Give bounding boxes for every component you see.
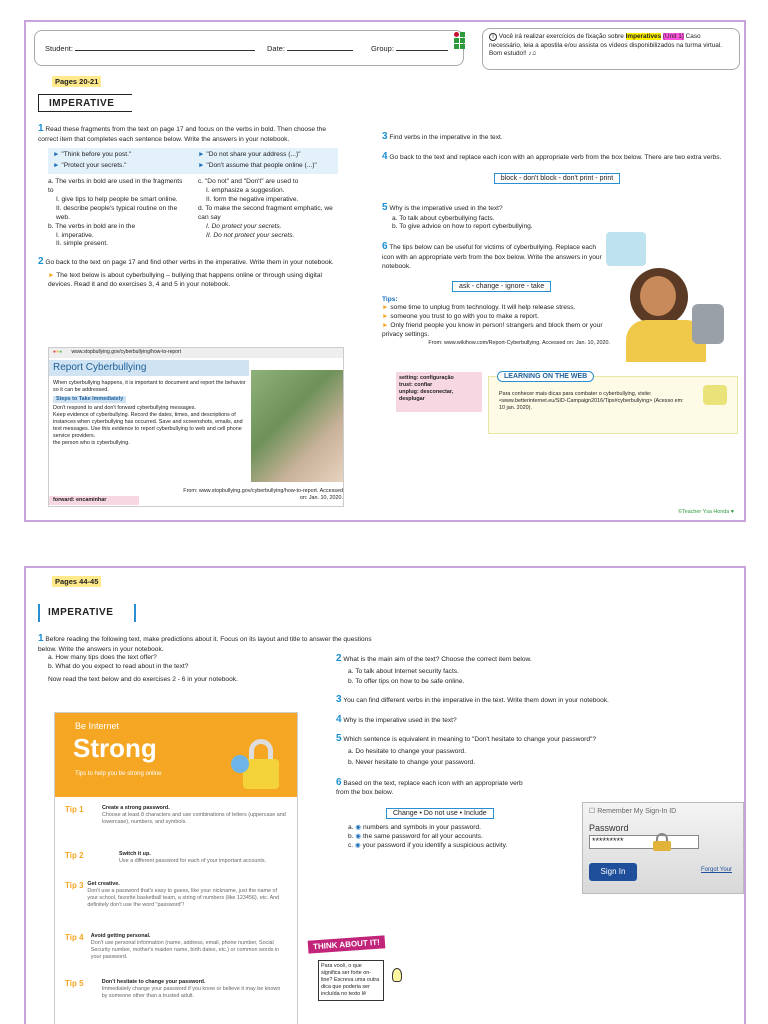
instructions-notice (482, 28, 740, 70)
s2-q2-a: a. To talk about Internet security facts. (348, 667, 459, 675)
s2-q4-number: 4 (336, 713, 342, 725)
notice-text: Você irá realizar exercícios de fixação sobre (498, 33, 624, 40)
learning-on-the-web-box (488, 373, 738, 434)
article-steps-label: Steps to Take Immediately (53, 396, 126, 403)
glossary-box (396, 372, 482, 412)
q1-b-i: I. imperative. (56, 231, 94, 239)
s2-q1-a: a. How many tips does the text offer? (48, 654, 157, 662)
article-title: Report Cyberbullying (49, 360, 249, 376)
poster-tip-5: Tip 5 Don't hesitate to change your password. Immediately change your password if you know or believe it may be known by someone other than a trusted adult. (65, 979, 281, 1000)
poster-subtitle: Tips to help you be strong online (75, 771, 162, 777)
s2-q5-text: Which sentence is equivalent in meaning to "Don't hesitate to change your password"? (343, 736, 597, 744)
poster-tips (55, 797, 297, 1024)
s2-q1-number: 1 (38, 633, 44, 644)
s2-q6-word-box: Change • Do not use • Include (386, 808, 494, 819)
s2-q6-number: 6 (336, 776, 342, 788)
article-step-3: the person who is cyberbullying. (53, 440, 130, 447)
q1-c-i: I. emphasize a suggestion. (206, 187, 285, 195)
tips-source: From: www.wikihow.com/Report-Cyberbullying. Accessed on: Jan. 10, 2020. (428, 340, 610, 347)
q1-text: Read these fragments from the text on page 17 and focus on the verbs in bold. Then choose the correct item that completes each sentence below. Write the answers in your notebook. (38, 126, 327, 143)
q3-number: 3 (382, 131, 388, 142)
computer-icon (703, 385, 727, 405)
imperative-tag (38, 94, 132, 112)
q2-number: 2 (38, 256, 44, 268)
quote-3: ► "Protect your secrets." (53, 162, 127, 170)
lightbulb-icon (392, 968, 402, 982)
s2-q5-number: 5 (336, 733, 342, 745)
q1-c-ii: II. form the negative imperative. (206, 195, 299, 203)
q1-a-i: I. give tips to help people be smart online. (56, 195, 178, 203)
s2-q1-after: Now read the text below and do exercises 2 - 6 in your notebook. (48, 676, 238, 684)
q2 (38, 255, 338, 269)
section-title: IMPERATIVE (49, 98, 115, 109)
s2-q2 (336, 652, 736, 687)
notice-unit: (Unit 1) (662, 33, 684, 40)
q6-word-box: ask - change - ignore - take (452, 281, 551, 292)
forgot-link: Forgot Your (701, 867, 733, 873)
institution-logo (454, 32, 468, 52)
q2-text: Go back to the text on page 17 and find other verbs in the imperative. Write them in your notebook. (45, 259, 334, 267)
quotes-box (48, 148, 338, 174)
think-text: Para você, o que significa ser forte on-line? Escreva uma outra dica que poderia ser incluída no texto lê (318, 960, 384, 1001)
q4 (382, 150, 732, 164)
article-source: From: www.stopbullying.gov/cyberbullying/how-to-report. Accessed on: Jan. 10, 2020. (183, 488, 343, 502)
q3 (382, 130, 732, 144)
poster-tip-4: Tip 4 Avoid getting personal. Don't use personal information (name, address, email, phone number, Social Security number, mother's maiden name, birth dates, etc.) or common words in your password. (65, 933, 280, 961)
q1-d: d. To make the second fragment emphatic, we can say (198, 204, 333, 221)
left-column (38, 122, 338, 290)
s2-q4 (336, 713, 736, 727)
group-label: Group: (371, 44, 394, 53)
s2-q6 (336, 776, 536, 798)
q1-d-i: I. Do protect your secrets. (206, 222, 282, 230)
student-info-box (34, 30, 464, 66)
glossary-forward: forward: encaminhar (49, 496, 139, 505)
s2-q6-text: Based on the text, replace each icon with an appropriate verb from the box below. (336, 779, 523, 797)
password-field: ********* (589, 835, 699, 849)
q5-a: a. To talk about cyberbullying facts. (392, 214, 495, 222)
s2-q5-b: b. Never hesitate to change your password. (348, 758, 476, 766)
q1-options (48, 178, 338, 249)
section-title-2: IMPERATIVE (48, 607, 114, 618)
learning-title: LEARNING ON THE WEB (497, 371, 594, 382)
q1-options-left (48, 178, 188, 249)
poster-tip-1: Tip 1 Create a strong password. Choose at least 8 characters and use combinations of letters (uppercase and lowercase), numbers, and symbols. (65, 805, 286, 826)
s2-q6-c: c. ◉ your password if you identify a suspicious activity. (348, 841, 508, 849)
be-internet-strong-poster (54, 712, 298, 1024)
s2-q1 (38, 632, 378, 685)
footer-credit: ©Teacher Ysa Honda ♥ (678, 508, 734, 515)
glossary-trust: trust: confiar (399, 382, 433, 389)
learning-text[interactable]: Para conhecer mais dicas para combater o cyberbullying, visite: <www.betterinternet.eu/SID-Campaign2016/Tips#cyberbullying> (Acesso em: 10 jan. 2020). (499, 391, 684, 412)
s2-q5 (336, 732, 736, 767)
q1 (38, 122, 338, 144)
student-field[interactable] (45, 44, 255, 54)
q6 (382, 240, 604, 271)
glossary-setting: setting: configuração (399, 375, 454, 381)
s2-q1-text: Before reading the following text, make predictions about it. Focus on its layout and title to answer the questions below. Write the answers in your notebook. (38, 636, 372, 653)
quote-2: ► "Do not share your address (...)" (198, 151, 301, 159)
think-about-it-box (308, 938, 418, 1024)
tip-2: ► someone you trust to go with you to make a report. (382, 313, 539, 321)
login-form-image (582, 802, 744, 894)
cyberbullying-article (48, 347, 344, 507)
s2-q3 (336, 693, 736, 707)
q6-number: 6 (382, 241, 388, 253)
article-step-2: Keep evidence of cyberbullying. Record the dates, times, and descriptions of instances when cyberbullying has occurred. Save and screenshots, emails, and text messages. Use this evidence to report cyberbullying to web and cell phone service providers. (53, 412, 243, 440)
q4-number: 4 (382, 150, 388, 162)
tips-label: Tips: (382, 295, 398, 303)
poster-title: Strong (73, 733, 157, 763)
q5-number: 5 (382, 202, 388, 213)
quote-4: ► "Don't assume that people online (...)" (198, 162, 317, 170)
padlock-icon (653, 833, 671, 851)
s2-q2-number: 2 (336, 653, 342, 664)
sign-in-button: Sign In (589, 863, 637, 881)
worksheet-page-1 (24, 20, 746, 522)
article-url: www.stopbullying.gov/cyberbullying/how-to-report (71, 349, 181, 355)
notice-text-2: Caso necessário, leia a apostila e/ou assista os vídeos disponibilizados na turma virtual. Bom estudo!! ♪♫ (489, 33, 723, 58)
s2-q6-b: b. ◉ the same password for all your accounts. (348, 832, 483, 840)
date-field[interactable] (267, 44, 353, 54)
q4-word-box: block - don't block - don't print - print (494, 173, 620, 184)
s2-q3-text: You can find different verbs in the imperative in the text. Write them down in your notebook. (343, 697, 609, 705)
think-title: THINK ABOUT IT! (308, 935, 386, 953)
q2-sub: ► The text below is about cyberbullying – bullying that happens online or through using digital devices. Read it and do exercises 3, 4 and 5 in your notebook. (48, 271, 323, 288)
s2-q2-text: What is the main aim of the text? Choose the correct item below. (343, 656, 532, 663)
password-label: Password (589, 823, 629, 833)
q1-c: c. "Do not" and "Don't" are used to (198, 178, 299, 186)
s2-q5-a: a. Do hesitate to change your password. (348, 747, 467, 755)
tips-list (382, 296, 610, 347)
q3-text: Find verbs in the imperative in the text. (389, 134, 503, 141)
article-steps (53, 405, 249, 447)
q1-options-right (198, 178, 338, 249)
q1-d-ii: II. Do not protect your secrets. (206, 231, 295, 239)
poster-tip-2: Tip 2 Switch it up. Use a different password for each of your important accounts. (65, 851, 267, 865)
teens-photo (251, 370, 343, 482)
q1-b: b. The verbs in bold are in the (48, 222, 136, 230)
worksheet-page-2 (24, 566, 746, 1024)
browser-bar: ●●● www.stopbullying.gov/cyberbullying/how-to-report (49, 348, 343, 358)
poster-kicker: Be Internet (75, 721, 120, 731)
group-field[interactable] (371, 44, 448, 54)
s2-q3-number: 3 (336, 694, 342, 706)
date-label: Date: (267, 44, 285, 53)
pages-label-2: Pages 44-45 (52, 576, 101, 587)
lock-robot-icon (231, 739, 281, 789)
info-circle-icon: i (489, 33, 497, 41)
pages-label: Pages 20-21 (52, 76, 101, 87)
imperative-tag-2 (38, 604, 136, 622)
notice-highlight: Imperatives (625, 33, 662, 40)
q1-b-ii: II. simple present. (56, 240, 109, 248)
s2-q2-b: b. To offer tips on how to be safe online. (348, 678, 465, 686)
q4-text: Go back to the text and replace each icon with an appropriate verb from the box below. There are two extra verbs. (389, 153, 722, 161)
s2-q6-a: a. ◉ numbers and symbols in your password. (348, 823, 481, 831)
quote-1: ► "Think before you post." (53, 151, 132, 159)
q1-number: 1 (38, 123, 44, 134)
poster-tip-3: Tip 3 Get creative. Don't use a password that's easy to guess, like your nickname, just the name of your school, favorite basketball team, a string of numbers (like 123456), etc. And definitely don't use the word "password"! (65, 881, 280, 909)
s2-q4-text: Why is the imperative used in the text? (343, 716, 457, 724)
q6-text: The tips below can be useful for victims of cyberbullying. Replace each icon with an appropriate verb from the box below. Write the answers in your notebook. (382, 244, 602, 270)
q5-text: Why is the imperative used in the text? (389, 205, 503, 212)
tip-3: ► Only friend people you know in person! strangers and block them or your privacy settings. (382, 322, 603, 339)
girl-phone-illustration (606, 232, 732, 362)
article-step-1: Don't respond to and don't forward cyberbullying messages. (53, 405, 196, 411)
q5-b: b. To give advice on how to report cyberbullying. (392, 223, 533, 231)
student-label: Student: (45, 44, 73, 53)
s2-q1-b: b. What do you expect to read about in the text? (48, 663, 189, 671)
q1-a: a. The verbs in bold are used in the fragments to (48, 178, 183, 195)
q5 (382, 201, 602, 232)
tip-1: ► some time to unplug from technology. It will help release stress. (382, 304, 576, 312)
article-intro: When cyberbullying happens, it is important to document and report the behavior so it can be addressed. (53, 380, 246, 394)
remember-checkbox: ☐ Remember My Sign-In ID (589, 808, 677, 815)
poster-banner (55, 713, 297, 797)
glossary-unplug: unplug: desconectar, desplugar (399, 389, 454, 403)
q1-a-ii: II. describe people's typical routine on the web. (56, 204, 178, 221)
